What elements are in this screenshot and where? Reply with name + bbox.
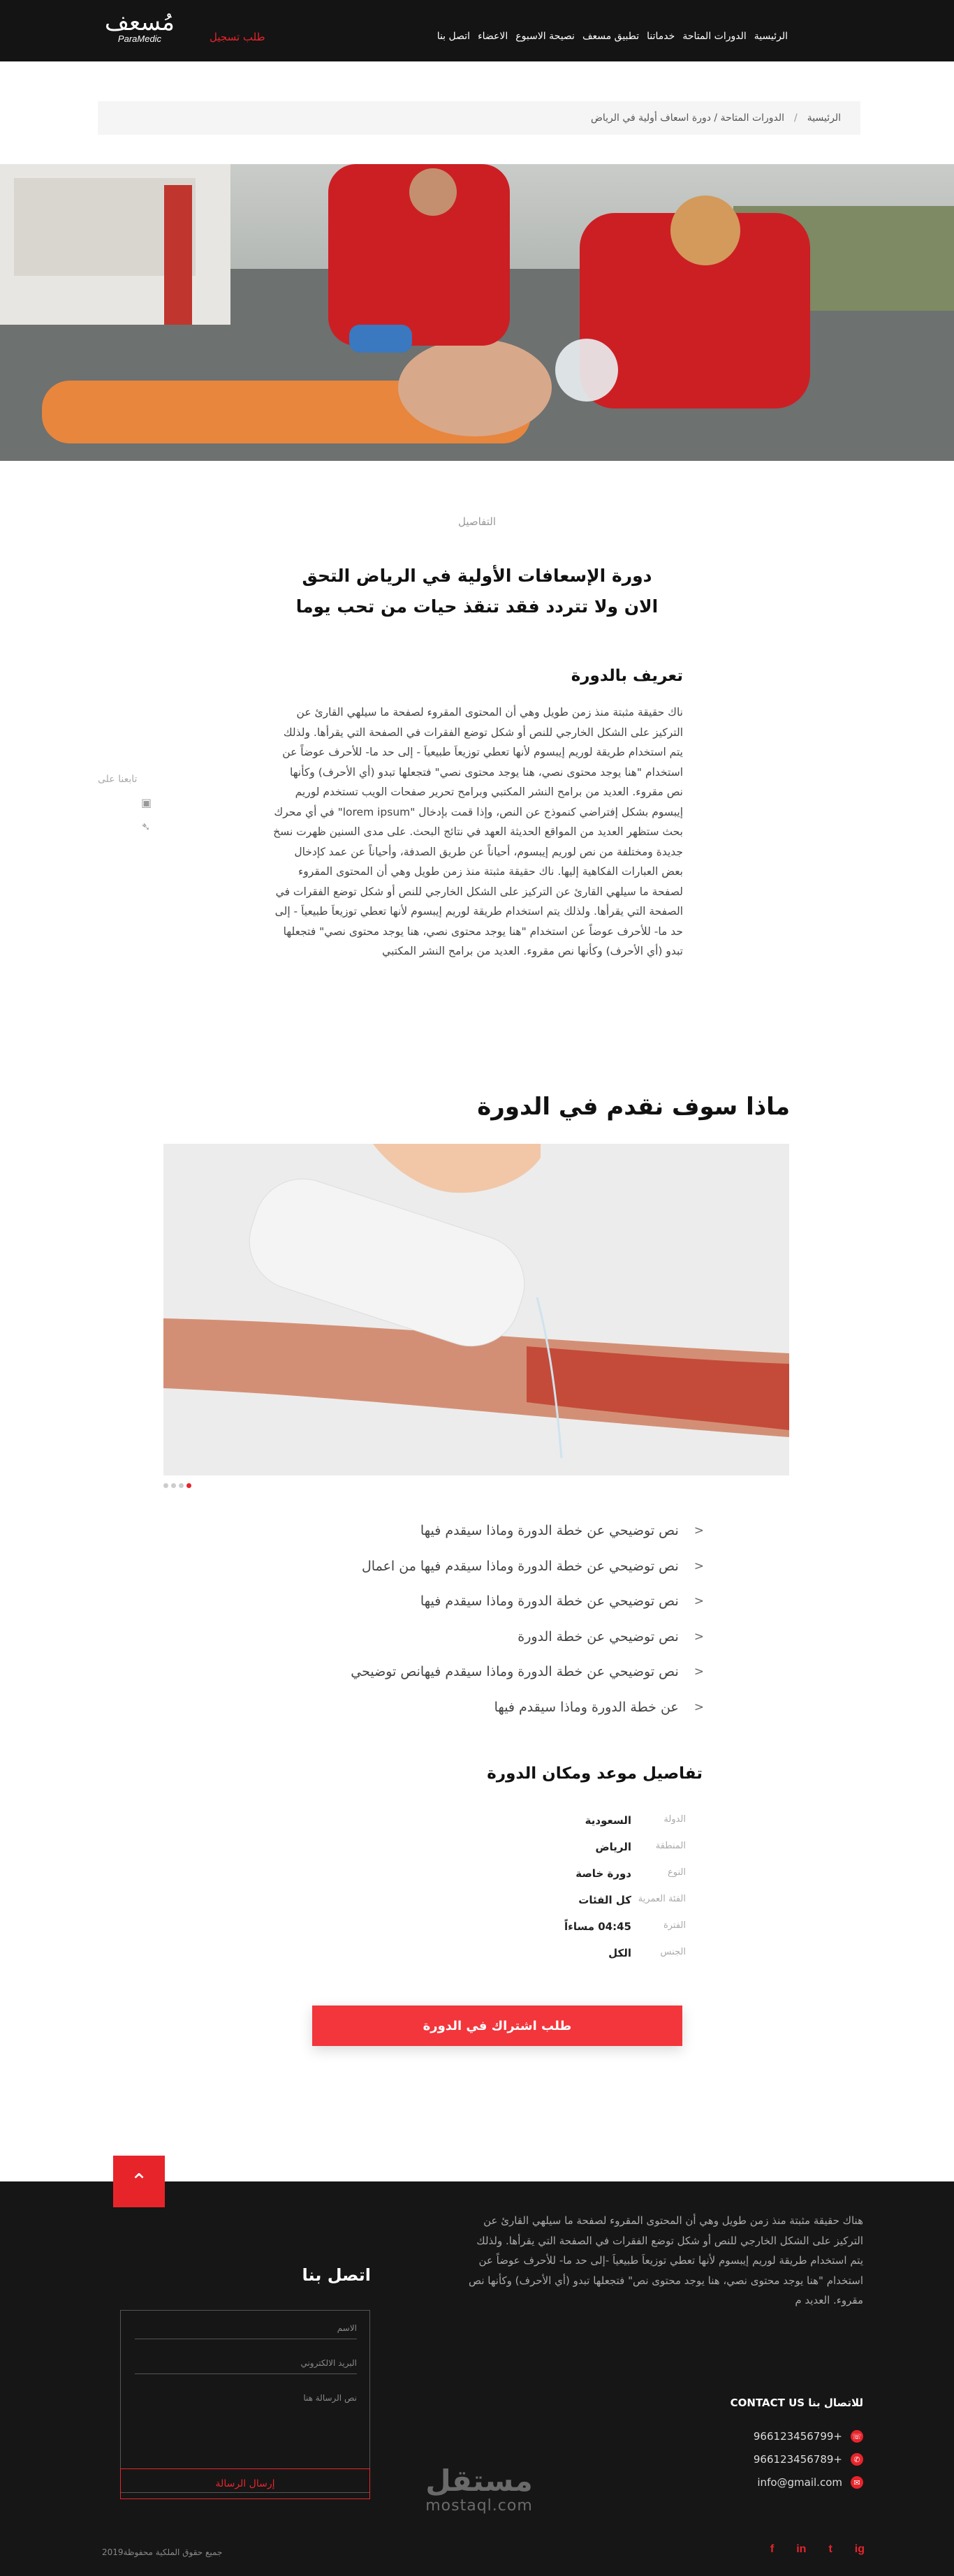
schedule-value: دورة خاصة [575,1867,631,1880]
list-item-text: نص توضيحي عن خطة الدورة وماذا سيقدم فيهانص توضيحي [351,1664,679,1680]
footer-contact-title: للاتصال بنا CONTACT US [730,2397,863,2409]
twitter-icon[interactable]: ➴ [141,820,151,833]
facebook-icon[interactable]: f [770,2543,775,2555]
list-item [215,1513,704,1549]
phone-icon: ☏ [851,2430,863,2443]
social-links [770,2543,865,2556]
slider-dot[interactable] [171,1483,176,1488]
logo-arabic: مُسعف [104,8,175,36]
nav-app[interactable]: تطبيق مسعف [582,31,640,42]
offer-list [215,1513,704,1725]
list-item [215,1549,704,1584]
hero-image [0,164,954,461]
site-logo[interactable] [105,8,175,53]
nav-home[interactable]: الرئيسية [754,31,788,42]
phone-2-text: +966123456789 [753,2453,842,2466]
details-label: التفاصيل [457,515,497,528]
schedule-key: الفترة [663,1920,686,1931]
list-item-text: نص توضيحي عن خطة الدورة [518,1628,679,1644]
schedule-key: الجنس [660,1947,686,1957]
contact-form-title: اتصل بنا [302,2265,371,2285]
logo-english: ParaMedic [117,34,162,44]
share-box [98,774,154,832]
schedule-value: كل الفئات [578,1894,631,1906]
list-item-text: نص توضيحي عن خطة الدورة وماذا سيقدم فيها [420,1523,679,1539]
schedule-value: الكل [608,1947,631,1959]
course-title [0,561,954,622]
offer-title: ماذا سوف نقدم في الدورة [477,1093,790,1121]
list-item [215,1584,704,1619]
schedule-title: تفاصيل موعد ومكان الدورة [487,1765,703,1783]
name-field[interactable]: الاسم [135,2323,357,2339]
watermark-arabic: مستقل [425,2464,533,2498]
nav-courses[interactable]: الدورات المتاحة [682,31,747,42]
first-aid-scene-illustration [0,164,954,461]
linkedin-icon[interactable]: in [796,2543,807,2555]
schedule-value: 04:45 مساءاً [564,1920,631,1933]
schedule-value: السعودية [585,1814,631,1827]
share-label: تابعنا على [98,774,138,785]
breadcrumb-trail[interactable]: الدورات المتاحة / دورة اسعاف أولية في الرياض [590,112,785,124]
chevron-left-icon: < [694,1524,704,1538]
twitter-icon[interactable]: t [828,2543,832,2555]
course-title-line2: الان ولا تتردد فقد تنقذ حيات من تحب يوما [295,596,659,617]
email-text: info@gmail.com [757,2476,842,2489]
top-navbar [0,0,954,61]
chevron-left-icon: < [694,1629,704,1644]
facebook-icon[interactable]: ▣ [141,796,152,809]
nav-tip[interactable]: نصيحة الاسبوع [515,31,575,42]
footer-phone-2[interactable] [754,2453,863,2466]
breadcrumb [98,101,860,135]
breadcrumb-separator: / [794,112,798,124]
schedule-row [476,1867,686,1894]
email-field[interactable]: البريد الالكتروني [135,2358,357,2374]
course-image-slider[interactable] [163,1144,789,1475]
instagram-icon[interactable]: ig [854,2543,865,2555]
footer-about-text: هناك حقيقة مثبتة منذ زمن طويل وهي أن المحتوى المقروء لصفحة ما سيلهي القارئ عن التركيز على الشكل الخارجي للنص أو شكل توضع الفقرات في الصفحة التي يقرأها. ولذلك يتم استخدام طريقة لوريم إيبسوم لأنها تعطي توزيعاَ طبيعياَ -إلى حد ما- للأحرف عوضاً عن استخدام "هنا يوجد محتوى نصي، هنا يوجد محتوى نص" فتجعلها تبدو (أي الأحرف) وكأنها نص مقروء. العديد م [468,2214,863,2306]
main-nav [430,31,788,42]
chevron-left-icon: < [694,1559,704,1573]
chevron-left-icon: < [694,1665,704,1679]
send-message-button[interactable]: إرسال الرسالة [120,2468,370,2499]
wound-wash-illustration [163,1144,789,1475]
phone-1-text: +966123456799 [753,2430,842,2443]
list-item [215,1654,704,1690]
nav-contact[interactable]: اتصل بنا [436,31,471,42]
list-item [215,1619,704,1655]
list-item [215,1690,704,1725]
watermark-english: mostaql.com [425,2497,533,2515]
nav-services[interactable]: خدماتنا [647,31,675,42]
footer-email[interactable] [757,2476,863,2489]
schedule-key: المنطقة [655,1841,686,1851]
chevron-left-icon: < [694,1594,704,1609]
schedule-row [476,1841,686,1867]
schedule-value: الرياض [595,1841,631,1853]
slider-dot[interactable] [186,1483,191,1488]
mail-icon: ✉ [851,2476,863,2489]
slider-dot[interactable] [163,1483,168,1488]
register-link[interactable]: طلب تسجيل [210,31,265,43]
schedule-key: الدولة [663,1814,686,1825]
schedule-row [476,1894,686,1920]
breadcrumb-home[interactable]: الرئيسية [807,112,841,124]
list-item-text: عن خطة الدورة وماذا سيقدم فيها [494,1699,679,1715]
schedule-row [476,1920,686,1947]
schedule-key: الفئة العمرية [638,1894,686,1904]
list-item-text: نص توضيحي عن خطة الدورة وماذا سيقدم فيها من اعمال [362,1558,679,1574]
footer-phone-1[interactable] [754,2430,863,2443]
schedule-row [476,1814,686,1841]
schedule-row [476,1947,686,1973]
schedule-key: النوع [668,1867,686,1878]
subscribe-button[interactable]: طلب اشتراك في الدورة [312,2005,682,2046]
course-title-line1: دورة الإسعافات الأولية في الرياض التحق [302,566,652,586]
nav-members[interactable]: الاعضاء [478,31,508,42]
slider-dots [163,1483,191,1488]
slider-dot[interactable] [179,1483,184,1488]
about-title: تعريف بالدورة [571,667,683,685]
list-item-text: نص توضيحي عن خطة الدورة وماذا سيقدم فيها [420,1594,679,1610]
watermark [416,2465,542,2515]
back-to-top-button[interactable] [113,2156,165,2207]
schedule-table [476,1814,686,1973]
chevron-up-icon: ⌃ [130,2169,148,2194]
chevron-left-icon: < [694,1700,704,1714]
whatsapp-icon: ✆ [851,2453,863,2466]
message-field[interactable]: نص الرسالة هنا [303,2393,357,2403]
about-text: ناك حقيقة مثبتة منذ زمن طويل وهي أن المحتوى المقروء لصفحة ما سيلهي القارئ عن التركيز على الشكل الخارجي للنص أو شكل توضع الفقرات في الصفحة التي يقرأها. ولذلك يتم استخدام طريقة لوريم إيبسوم لأنها تعطي توزيعاَ طبيعياَ - إلى حد ما- للأحرف عوضاً عن استخدام "هنا يوجد محتوى نصي، هنا يوجد محتوى نصي" فتجعلها تبدو (أي الأحرف) وكأنها نص مقروء. العديد من برامح النشر المكتبي وبرامح تحرير صفحات الويب تستخدم لوريم إيبسوم بشكل إفتراضي كنموذج عن النص، وإذا قمت بإدخال "lorem ipsum" في أي محرك بحث ستظهر العديد من المواقع الحديثة العهد في نتائج البحث. على مدى السنين ظهرت نسخ جديدة ومختلفة من نص لوريم إيبسوم، أحياناً عن طريق الصدفة، وأحياناً عن عمد كإدخال بعض العبارات الفكاهية إليها. ناك حقيقة مثبتة منذ زمن طويل وهي أن المحتوى المقروء لصفحة ما سيلهي القارئ عن التركيز على الشكل الخارجي للنص أو شكل توضع الفقرات في الصفحة التي يقرأها. ولذلك يتم استخدام طريقة لوريم إيبسوم لأنها تعطي توزيعاَ طبيعياَ - إلى حد ما- للأحرف عوضاً عن استخدام "هنا يوجد محتوى نصي، هنا يوجد محتوى نصي" فتجعلها تبدو (أي الأحرف) وكأنها نص مقروء. العديد من برامح النشر المكتبي [273,706,683,957]
contact-form [120,2310,370,2493]
copyright: جميع حقوق الملكية محفوظة2019 [102,2547,223,2557]
